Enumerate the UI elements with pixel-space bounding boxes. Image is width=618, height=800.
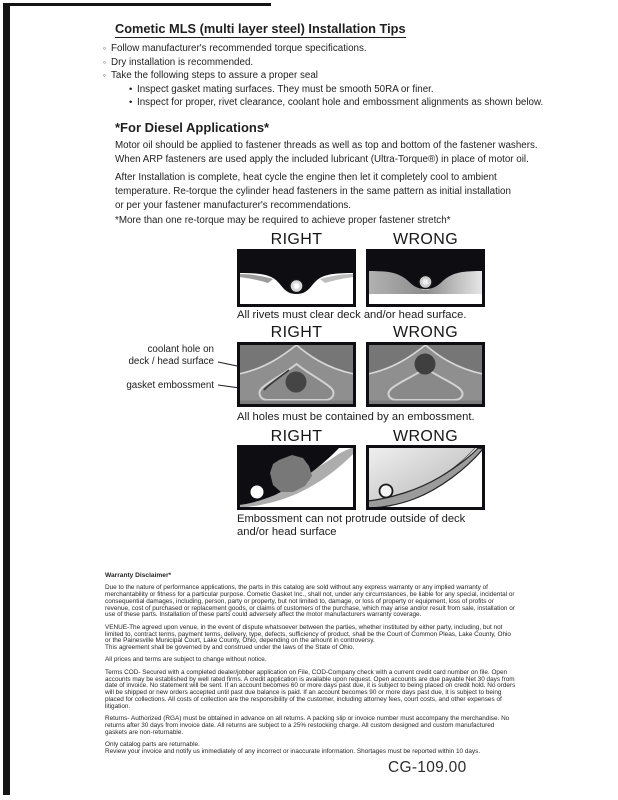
disclaimer-paragraph: VENUE-The agreed upon venue, in the event of dispute whatsoever between the parties, whether instituted by either party, including, but not limited to, contract terms, payment terms, delivery, type, defects, sufficiency of product, shall be the Court of Common Pleas, Lake County, Ohio or the Painesville Municipal Court, Lake County, Ohio, depending on the amount in controversy.: [105, 623, 511, 645]
bullet-text: Inspect gasket mating surfaces. They must be smooth 50RA or finer.: [137, 83, 434, 95]
hole-caption: All holes must be contained by an embossment.: [237, 411, 475, 423]
bullet-text: Inspect for proper, rivet clearance, coolant hole and embossment alignments as shown below.: [137, 97, 544, 108]
rivet-right-art: [237, 249, 356, 307]
filled-bullet-icon: •: [129, 97, 133, 108]
protrusion-wrong-art: [366, 445, 485, 510]
rivet-clearance-wrong-diagram: [366, 249, 485, 307]
filled-bullet-icon: •: [129, 83, 133, 95]
coolant-hole-label: coolant hole on deck / head surface: [128, 344, 214, 367]
disclaimer-paragraph: All prices and terms are subject to change without notice.: [105, 656, 267, 664]
scan-top-edge-line: [3, 3, 271, 6]
motor-oil-paragraph: Motor oil should be applied to fastener threads as well as top and bottom of the fastener washers. When ARP fasteners are used apply the included lubricant (Ultra-Torque®) in place of motor oil.: [115, 140, 538, 165]
gasket-embossment-label: gasket embossment: [126, 380, 214, 391]
bullet-text: Take the following steps to assure a proper seal: [111, 70, 318, 81]
catalog-page-number: CG-109.00: [388, 759, 467, 776]
right-label: RIGHT: [270, 231, 323, 248]
open-bullet-icon: ◦: [103, 43, 107, 53]
bullet-list: [103, 42, 543, 110]
page-title: Cometic MLS (multi layer steel) Installation Tips: [115, 21, 406, 36]
hole-containment-wrong-diagram: [366, 342, 485, 407]
disclaimer-paragraph: Returns- Authorized (RGA) must be obtained in advance on all returns. A packing slip or invoice number must accompany the merchandise. No returns after 30 days from invoice date. All returns are subject to a 25% restocking charge. All custom designed and custom manufactured gaskets are non-returnable.: [105, 715, 510, 736]
open-bullet-icon: ◦: [103, 70, 107, 80]
bullet-item: [103, 56, 543, 70]
sub-bullet-item: [129, 96, 543, 110]
wrong-label: WRONG: [392, 231, 459, 248]
bullet-item: [103, 69, 543, 83]
retorque-paragraph: After Installation is complete, heat cycle the engine then let it completely cool to ambient temperature. Re-torque the cylinder head fasteners in the same pattern as initial installation or per your fastener manufacturer's recommendations.: [115, 172, 511, 211]
bullet-item: [103, 42, 543, 56]
open-bullet-icon: ◦: [103, 56, 107, 67]
right-label: RIGHT: [270, 428, 323, 445]
wrong-label: WRONG: [392, 324, 459, 341]
bullet-text: Dry installation is recommended.: [111, 56, 254, 68]
scan-left-edge-bar: [3, 5, 10, 795]
bullet-text: Follow manufacturer's recommended torque specifications.: [111, 43, 367, 54]
hole-right-art: [237, 342, 356, 407]
protrusion-right-art: [237, 445, 356, 510]
right-label: RIGHT: [270, 324, 323, 341]
hole-wrong-art: [366, 342, 485, 407]
disclaimer-heading: Warranty Disclaimer*: [105, 572, 172, 579]
wrong-label: WRONG: [392, 428, 459, 445]
warranty-disclaimer: [105, 573, 517, 756]
sub-bullet-item: [129, 83, 543, 97]
hole-containment-right-diagram: [237, 342, 356, 407]
protrusion-right-diagram: [237, 445, 356, 510]
disclaimer-paragraph: Review your invoice and notify us immediately of any incorrect or inaccurate information. Shortages must be reported within 10 days.: [105, 747, 481, 755]
disclaimer-paragraph: This agreement shall be governed by and construed under the laws of the State of Ohio.: [105, 644, 355, 652]
protrusion-wrong-diagram: [366, 445, 485, 510]
disclaimer-paragraph: Only catalog parts are returnable.: [105, 740, 200, 748]
disclaimer-paragraph: Due to the nature of performance applications, the parts in this catalog are sold without any express warranty or any implied warranty of merchantability or fitness for a particular purpose. Cometic Gasket Inc., shall not, under any circumstances, be liable for any special, incidental or consequential damages, including, person, party or property, but not limited to, damage, or loss of property or equipment, loss of profits or revenue, cost of purchased or replacement goods, or claims of customers of the purchase, which may arise and/or result from sale, installation or use of these parts. Installation of these parts could adversely affect the motor manufacturers warranty coverage.: [105, 584, 515, 619]
rivet-caption: All rivets must clear deck and/or head surface.: [237, 309, 467, 321]
rivet-clearance-right-diagram: [237, 249, 356, 307]
rivet-wrong-art: [366, 249, 485, 307]
retorque-note: *More than one re-torque may be required to achieve proper fastener stretch*: [115, 215, 451, 226]
protrusion-caption: Embossment can not protrude outside of deck and/or head surface: [237, 513, 466, 538]
disclaimer-paragraph: Terms COD- Secured with a completed dealer/jobber application on File, COD-Company check with a current credit card number on file. Open accounts may be established by well rated firms. A credit application is available upon request. Open accounts are due payable Net 30 days from date of invoice. No statement will be sent. If an account becomes 60 or more days past due, it is subject to being placed on credit hold. No orders will be shipped or new orders accepted until past due balance is paid. If an account becomes 90 or more days past due, it is subject to being placed for collections. All costs of collection are the responsibility of the customer, including attorney fees, court costs, and other expenses of litigation.: [105, 668, 516, 710]
diesel-applications-heading: *For Diesel Applications*: [115, 120, 270, 135]
